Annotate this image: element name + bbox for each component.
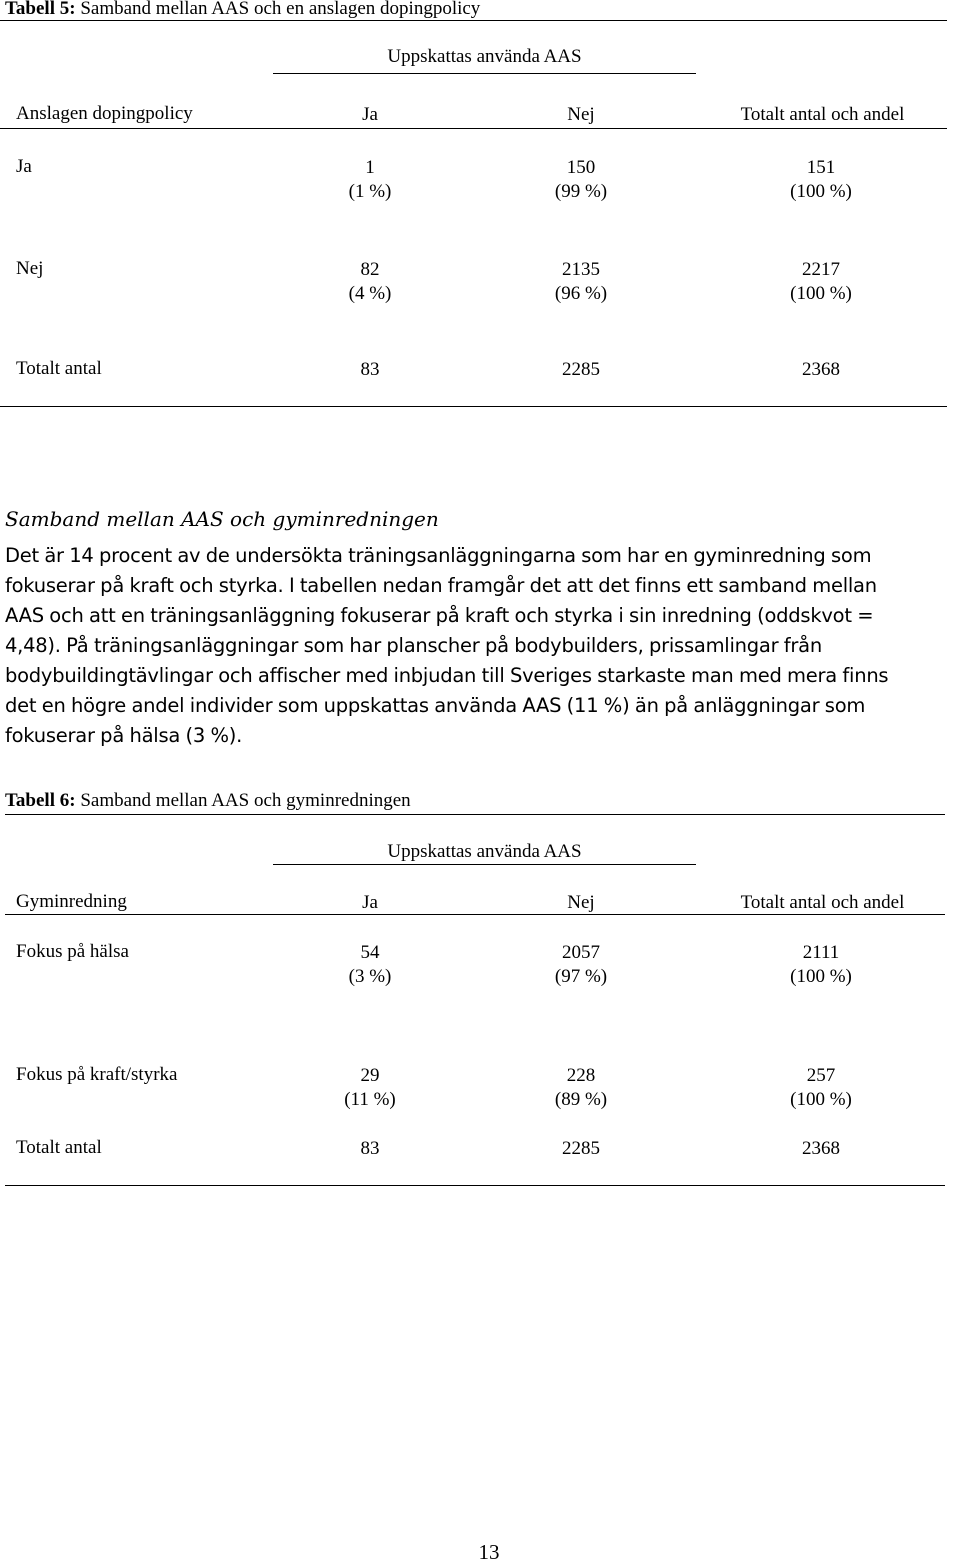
cell-count: 54 [360,942,380,963]
cell-percent: (1 %) [348,181,392,202]
table6-row-label: Fokus på hälsa [16,941,129,962]
table6-row-label: Fokus på kraft/styrka [16,1064,178,1085]
table5-col-nej: Nej [567,104,595,125]
paragraph-line: det en högre andel individer som uppskattas använda AAS (11 %) än på anläggningar som [5,694,866,717]
table6-total-nej: 2285 [562,1138,600,1159]
table5-caption-label: Tabell 5: [5,0,76,19]
table5-caption-text: Samband mellan AAS och en anslagen dopingpolicy [80,0,481,19]
table5-caption [5,0,480,20]
cell-percent: (96 %) [554,283,608,304]
cell-percent: (3 %) [348,966,392,987]
cell-count: 2217 [802,259,840,280]
paragraph-line: AAS och att en träningsanläggning fokuserar på kraft och styrka i sin inredning (oddskvot = [5,604,874,627]
table5-col-total: Totalt antal och andel [740,104,905,125]
cell-count: 29 [360,1065,380,1086]
cell-count: 150 [566,157,596,178]
paragraph-line: fokuserar på hälsa (3 %). [5,724,243,747]
table5-col-label: Anslagen dopingpolicy [16,103,193,124]
table6-bottom-rule [5,1185,945,1186]
table6-header-rule [5,914,945,915]
table6-total-total: 2368 [802,1138,840,1159]
table5-group-rule [273,73,696,74]
table6-cell-total [771,941,871,989]
table5-cell-nej [531,258,631,306]
cell-count: 2057 [562,942,600,963]
table6-group-header: Uppskattas använda AAS [387,841,582,862]
cell-count: 151 [806,157,836,178]
cell-count: 1 [365,157,375,178]
section-paragraph [5,541,960,751]
cell-count: 2111 [802,942,840,963]
table6-col-label: Gyminredning [16,891,127,912]
cell-count: 228 [566,1065,596,1086]
table5-cell-total [771,156,871,204]
cell-percent: (97 %) [554,966,608,987]
table5-row-label: Ja [16,156,32,177]
table5-row-label: Nej [16,258,44,279]
cell-percent: (89 %) [554,1089,608,1110]
table6-cell-nej [531,941,631,989]
table5-cell-ja [320,156,420,204]
table6-col-total: Totalt antal och andel [740,892,905,913]
section-heading: Samband mellan AAS och gyminredningen [5,507,439,531]
cell-count: 2135 [562,259,600,280]
paragraph-line: 4,48). På träningsanläggningar som har planscher på bodybuilders, prissamlingar från [5,634,822,657]
table6-cell-ja [320,1064,420,1112]
table5-group-header: Uppskattas använda AAS [387,46,582,67]
table5-total-ja: 83 [360,359,380,380]
table6-caption [5,790,411,812]
table5-cell-total [771,258,871,306]
table6-top-rule [5,814,945,815]
cell-percent: (11 %) [344,1089,396,1110]
paragraph-line: Det är 14 procent av de undersökta träningsanläggningarna som har en gyminredning som [5,544,872,567]
table6-cell-ja [320,941,420,989]
table5-cell-ja [320,258,420,306]
table5-header-rule [0,128,947,129]
paragraph-line: fokuserar på kraft och styrka. I tabellen nedan framgår det att det finns ett samband mellan [5,574,877,597]
table6-cell-total [771,1064,871,1112]
table6-col-nej: Nej [567,892,595,913]
table5-total-nej: 2285 [562,359,600,380]
table5-top-rule [0,20,947,21]
cell-count: 82 [360,259,380,280]
cell-percent: (100 %) [790,181,852,202]
table5-total-total: 2368 [802,359,840,380]
table5-total-label: Totalt antal [16,358,102,379]
table6-total-label: Totalt antal [16,1137,102,1158]
table5-cell-nej [531,156,631,204]
table6-caption-text: Samband mellan AAS och gyminredningen [80,790,411,811]
table6-total-ja: 83 [360,1138,380,1159]
table6-caption-label: Tabell 6: [5,790,76,811]
table6-group-rule [273,864,696,865]
paragraph-line: bodybuildingtävlingar och affischer med inbjudan till Sveriges starkaste man med mera finns [5,664,889,687]
page-number: 13 [478,1540,500,1564]
cell-percent: (99 %) [554,181,608,202]
cell-percent: (4 %) [348,283,392,304]
table6-col-ja: Ja [362,892,378,913]
table6-cell-nej [531,1064,631,1112]
cell-percent: (100 %) [790,966,852,987]
table5-bottom-rule [0,406,947,407]
cell-percent: (100 %) [790,1089,852,1110]
table5-col-ja: Ja [362,104,378,125]
cell-percent: (100 %) [790,283,852,304]
cell-count: 257 [806,1065,836,1086]
